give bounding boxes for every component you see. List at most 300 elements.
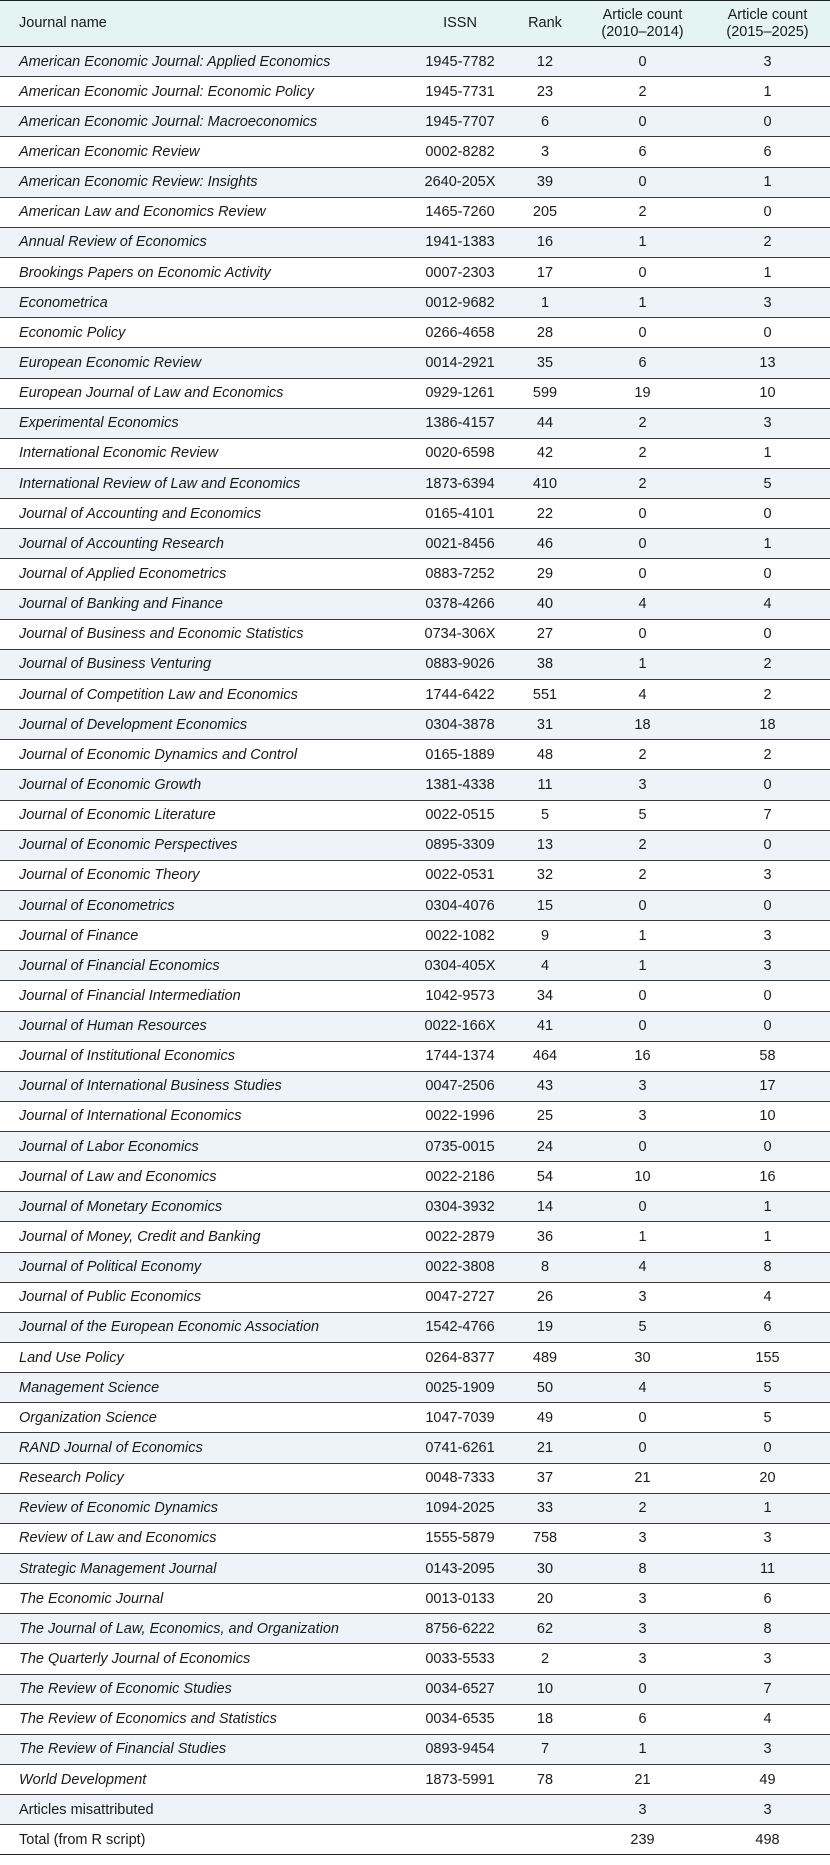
rank-cell: 2 [510, 1644, 580, 1674]
article-count-2015-2025-cell: 7 [705, 1674, 830, 1704]
article-count-2015-2025-cell: 1 [705, 1222, 830, 1252]
rank-cell: 205 [510, 197, 580, 227]
article-count-2010-2014-cell: 1 [580, 227, 705, 257]
journal-name-cell: American Economic Review [0, 137, 410, 167]
rank-cell: 31 [510, 710, 580, 740]
table-row [0, 1584, 830, 1614]
table-row [0, 1825, 830, 1855]
article-count-2015-2025-cell: 8 [705, 1252, 830, 1282]
table-row [0, 649, 830, 679]
rank-cell: 6 [510, 107, 580, 137]
journal-name-cell: Review of Economic Dynamics [0, 1493, 410, 1523]
rank-cell: 32 [510, 860, 580, 890]
article-count-2015-2025-cell: 18 [705, 710, 830, 740]
article-count-2010-2014-cell: 0 [580, 619, 705, 649]
journal-name-cell: Journal of Economic Literature [0, 800, 410, 830]
journal-name-cell: Journal of Public Economics [0, 1282, 410, 1312]
article-count-2015-2025-cell: 4 [705, 1282, 830, 1312]
article-count-2010-2014-cell: 2 [580, 438, 705, 468]
rank-cell: 21 [510, 1433, 580, 1463]
journal-name-cell: American Economic Journal: Economic Policy [0, 77, 410, 107]
article-count-2010-2014-cell: 2 [580, 468, 705, 498]
rank-cell: 39 [510, 167, 580, 197]
issn-cell: 0741-6261 [410, 1433, 510, 1463]
article-count-2015-2025-cell: 4 [705, 589, 830, 619]
article-count-2010-2014-cell: 239 [580, 1825, 705, 1855]
article-count-2015-2025-cell: 13 [705, 348, 830, 378]
article-count-2010-2014-cell: 4 [580, 1373, 705, 1403]
article-count-2015-2025-cell: 3 [705, 860, 830, 890]
journal-name-cell: Journal of Business Venturing [0, 649, 410, 679]
table-row [0, 1282, 830, 1312]
table-row [0, 740, 830, 770]
article-count-2015-2025-cell: 1 [705, 1192, 830, 1222]
journal-name-cell: Research Policy [0, 1463, 410, 1493]
article-count-2010-2014-cell: 30 [580, 1343, 705, 1373]
issn-cell: 1945-7782 [410, 47, 510, 77]
issn-cell: 0022-3808 [410, 1252, 510, 1282]
rank-cell: 10 [510, 1674, 580, 1704]
issn-cell [410, 1795, 510, 1825]
article-count-2010-2014-cell: 4 [580, 589, 705, 619]
article-count-2010-2014-cell: 0 [580, 47, 705, 77]
issn-cell: 0048-7333 [410, 1463, 510, 1493]
journal-name-cell: The Quarterly Journal of Economics [0, 1644, 410, 1674]
issn-cell: 0002-8282 [410, 137, 510, 167]
article-count-2010-2014-cell: 0 [580, 499, 705, 529]
article-count-2010-2014-cell: 21 [580, 1765, 705, 1795]
table-row [0, 921, 830, 951]
table-row [0, 710, 830, 740]
journal-name-cell: European Journal of Law and Economics [0, 378, 410, 408]
article-count-2010-2014-cell: 21 [580, 1463, 705, 1493]
issn-cell: 0734-306X [410, 619, 510, 649]
journal-name-cell: Journal of Labor Economics [0, 1132, 410, 1162]
article-count-2010-2014-cell: 2 [580, 197, 705, 227]
article-count-2015-2025-cell: 0 [705, 619, 830, 649]
journal-name-cell: Journal of Economic Growth [0, 770, 410, 800]
journal-name-cell: Journal of Economic Dynamics and Control [0, 740, 410, 770]
rank-cell: 37 [510, 1463, 580, 1493]
article-count-2015-2025-cell: 2 [705, 649, 830, 679]
table-row [0, 1222, 830, 1252]
article-count-2015-2025-cell: 58 [705, 1041, 830, 1071]
issn-cell: 0022-1996 [410, 1101, 510, 1131]
rank-cell: 4 [510, 951, 580, 981]
issn-cell: 1094-2025 [410, 1493, 510, 1523]
article-count-2015-2025-cell: 0 [705, 499, 830, 529]
journal-name-cell: Economic Policy [0, 318, 410, 348]
issn-cell: 0047-2506 [410, 1071, 510, 1101]
article-count-2010-2014-cell: 0 [580, 1433, 705, 1463]
journal-name-cell: Econometrica [0, 288, 410, 318]
table-row [0, 107, 830, 137]
issn-cell: 0020-6598 [410, 438, 510, 468]
article-count-2015-2025-cell: 17 [705, 1071, 830, 1101]
table-row [0, 679, 830, 709]
table-row [0, 227, 830, 257]
col-header-count-2015-2025: Article count (2015–2025) [705, 1, 830, 47]
issn-cell: 0165-4101 [410, 499, 510, 529]
issn-cell: 2640-205X [410, 167, 510, 197]
rank-cell: 15 [510, 890, 580, 920]
rank-cell: 1 [510, 288, 580, 318]
issn-cell: 0022-1082 [410, 921, 510, 951]
rank-cell: 551 [510, 679, 580, 709]
table-row [0, 438, 830, 468]
rank-cell: 25 [510, 1101, 580, 1131]
table-row [0, 1765, 830, 1795]
table-row [0, 1162, 830, 1192]
rank-cell: 38 [510, 649, 580, 679]
article-count-2015-2025-cell: 2 [705, 227, 830, 257]
issn-cell: 1744-1374 [410, 1041, 510, 1071]
rank-cell: 12 [510, 47, 580, 77]
issn-cell: 0304-3932 [410, 1192, 510, 1222]
col-header-rank: Rank [510, 1, 580, 47]
article-count-2015-2025-cell: 0 [705, 1011, 830, 1041]
table-row [0, 499, 830, 529]
article-count-2010-2014-cell: 2 [580, 830, 705, 860]
table-row [0, 408, 830, 438]
article-count-2010-2014-cell: 0 [580, 167, 705, 197]
journal-name-cell: European Economic Review [0, 348, 410, 378]
table-row [0, 1252, 830, 1282]
journal-name-cell: Journal of Human Resources [0, 1011, 410, 1041]
article-count-2010-2014-cell: 1 [580, 649, 705, 679]
table-header [0, 1, 830, 47]
table-row [0, 1734, 830, 1764]
rank-cell: 41 [510, 1011, 580, 1041]
table-row [0, 951, 830, 981]
issn-cell: 0022-2879 [410, 1222, 510, 1252]
issn-cell: 0735-0015 [410, 1132, 510, 1162]
journal-name-cell: Journal of Business and Economic Statistics [0, 619, 410, 649]
article-count-2015-2025-cell: 498 [705, 1825, 830, 1855]
table-row [0, 1554, 830, 1584]
journal-name-cell: Journal of Financial Economics [0, 951, 410, 981]
table-row [0, 830, 830, 860]
issn-cell: 0007-2303 [410, 257, 510, 287]
article-count-2010-2014-cell: 6 [580, 348, 705, 378]
article-count-2015-2025-cell: 3 [705, 1523, 830, 1553]
article-count-2015-2025-cell: 0 [705, 107, 830, 137]
rank-cell: 464 [510, 1041, 580, 1071]
table-row [0, 1674, 830, 1704]
issn-cell: 0883-9026 [410, 649, 510, 679]
rank-cell: 410 [510, 468, 580, 498]
article-count-2010-2014-cell: 3 [580, 1523, 705, 1553]
article-count-2015-2025-cell: 1 [705, 1493, 830, 1523]
journal-name-cell: American Economic Review: Insights [0, 167, 410, 197]
rank-cell: 16 [510, 227, 580, 257]
rank-cell: 34 [510, 981, 580, 1011]
article-count-2010-2014-cell: 1 [580, 1222, 705, 1252]
rank-cell: 28 [510, 318, 580, 348]
article-count-2015-2025-cell: 1 [705, 438, 830, 468]
issn-cell: 1873-6394 [410, 468, 510, 498]
table-row [0, 1041, 830, 1071]
issn-cell: 0013-0133 [410, 1584, 510, 1614]
journal-name-cell: The Economic Journal [0, 1584, 410, 1614]
rank-cell: 62 [510, 1614, 580, 1644]
article-count-2015-2025-cell: 1 [705, 529, 830, 559]
journal-name-cell: International Economic Review [0, 438, 410, 468]
article-count-2010-2014-cell: 3 [580, 770, 705, 800]
table-row [0, 1704, 830, 1734]
table-row [0, 770, 830, 800]
rank-cell: 42 [510, 438, 580, 468]
article-count-2010-2014-cell: 3 [580, 1101, 705, 1131]
journal-name-cell: Journal of the European Economic Association [0, 1312, 410, 1342]
table-row [0, 1312, 830, 1342]
rank-cell: 758 [510, 1523, 580, 1553]
rank-cell: 19 [510, 1312, 580, 1342]
article-count-2015-2025-cell: 0 [705, 559, 830, 589]
issn-cell: 0165-1889 [410, 740, 510, 770]
table-row [0, 890, 830, 920]
issn-cell: 0143-2095 [410, 1554, 510, 1584]
journal-name-cell: The Review of Economics and Statistics [0, 1704, 410, 1734]
issn-cell: 0264-8377 [410, 1343, 510, 1373]
rank-cell: 49 [510, 1403, 580, 1433]
journal-name-cell: International Review of Law and Economics [0, 468, 410, 498]
article-count-2010-2014-cell: 1 [580, 921, 705, 951]
col-header-count-2010-2014: Article count (2010–2014) [580, 1, 705, 47]
article-count-2010-2014-cell: 5 [580, 1312, 705, 1342]
journal-name-cell: RAND Journal of Economics [0, 1433, 410, 1463]
rank-cell: 23 [510, 77, 580, 107]
article-count-2010-2014-cell: 3 [580, 1614, 705, 1644]
rank-cell: 50 [510, 1373, 580, 1403]
journal-name-cell: Total (from R script) [0, 1825, 410, 1855]
article-count-2010-2014-cell: 6 [580, 1704, 705, 1734]
rank-cell: 8 [510, 1252, 580, 1282]
article-count-2010-2014-cell: 2 [580, 860, 705, 890]
table-row [0, 318, 830, 348]
article-count-2010-2014-cell: 0 [580, 1403, 705, 1433]
article-count-2015-2025-cell: 6 [705, 1312, 830, 1342]
rank-cell: 489 [510, 1343, 580, 1373]
rank-cell: 18 [510, 1704, 580, 1734]
table-row [0, 1433, 830, 1463]
article-count-2015-2025-cell: 1 [705, 77, 830, 107]
issn-cell: 1945-7707 [410, 107, 510, 137]
article-count-2015-2025-cell: 1 [705, 257, 830, 287]
table-row [0, 1132, 830, 1162]
article-count-2015-2025-cell: 3 [705, 1734, 830, 1764]
table-row [0, 1011, 830, 1041]
table-row [0, 1373, 830, 1403]
col-header-journal: Journal name [0, 1, 410, 47]
article-count-2015-2025-cell: 0 [705, 830, 830, 860]
issn-cell: 0893-9454 [410, 1734, 510, 1764]
issn-cell: 0022-0531 [410, 860, 510, 890]
table-row [0, 288, 830, 318]
table-row [0, 1071, 830, 1101]
issn-cell: 0304-3878 [410, 710, 510, 740]
article-count-2015-2025-cell: 16 [705, 1162, 830, 1192]
table-row [0, 1795, 830, 1825]
article-count-2010-2014-cell: 18 [580, 710, 705, 740]
article-count-2015-2025-cell: 2 [705, 740, 830, 770]
article-count-2010-2014-cell: 10 [580, 1162, 705, 1192]
table-row [0, 589, 830, 619]
article-count-2010-2014-cell: 2 [580, 408, 705, 438]
journal-name-cell: Land Use Policy [0, 1343, 410, 1373]
journal-name-cell: The Journal of Law, Economics, and Organization [0, 1614, 410, 1644]
table-row [0, 1463, 830, 1493]
article-count-2015-2025-cell: 3 [705, 47, 830, 77]
article-count-2010-2014-cell: 3 [580, 1071, 705, 1101]
article-count-2015-2025-cell: 3 [705, 951, 830, 981]
article-count-2010-2014-cell: 0 [580, 318, 705, 348]
issn-cell: 1381-4338 [410, 770, 510, 800]
rank-cell: 599 [510, 378, 580, 408]
article-count-2015-2025-cell: 0 [705, 1132, 830, 1162]
article-count-2010-2014-cell: 0 [580, 257, 705, 287]
article-count-2015-2025-cell: 155 [705, 1343, 830, 1373]
issn-cell: 1465-7260 [410, 197, 510, 227]
issn-cell: 1555-5879 [410, 1523, 510, 1553]
issn-cell: 0895-3309 [410, 830, 510, 860]
journal-name-cell: Journal of Accounting Research [0, 529, 410, 559]
table-row [0, 529, 830, 559]
journal-name-cell: Journal of Applied Econometrics [0, 559, 410, 589]
issn-cell: 1744-6422 [410, 679, 510, 709]
article-count-2015-2025-cell: 0 [705, 770, 830, 800]
journal-name-cell: Journal of Economic Perspectives [0, 830, 410, 860]
rank-cell: 14 [510, 1192, 580, 1222]
article-count-2015-2025-cell: 6 [705, 1584, 830, 1614]
rank-cell: 22 [510, 499, 580, 529]
article-count-2010-2014-cell: 5 [580, 800, 705, 830]
rank-cell: 17 [510, 257, 580, 287]
journal-name-cell: Review of Law and Economics [0, 1523, 410, 1553]
journal-name-cell: Journal of Competition Law and Economics [0, 679, 410, 709]
issn-cell: 8756-6222 [410, 1614, 510, 1644]
article-count-2010-2014-cell: 1 [580, 951, 705, 981]
journal-name-cell: The Review of Economic Studies [0, 1674, 410, 1704]
rank-cell: 48 [510, 740, 580, 770]
article-count-2015-2025-cell: 0 [705, 318, 830, 348]
article-count-2015-2025-cell: 1 [705, 167, 830, 197]
table-row [0, 559, 830, 589]
issn-cell: 0929-1261 [410, 378, 510, 408]
rank-cell: 30 [510, 1554, 580, 1584]
journal-name-cell: Journal of Institutional Economics [0, 1041, 410, 1071]
article-count-2015-2025-cell: 3 [705, 288, 830, 318]
journal-name-cell: American Economic Journal: Applied Economics [0, 47, 410, 77]
article-count-2015-2025-cell: 0 [705, 197, 830, 227]
article-count-2015-2025-cell: 3 [705, 408, 830, 438]
issn-cell: 1873-5991 [410, 1765, 510, 1795]
issn-cell: 1941-1383 [410, 227, 510, 257]
col-header-issn: ISSN [410, 1, 510, 47]
issn-cell: 0034-6535 [410, 1704, 510, 1734]
article-count-2010-2014-cell: 3 [580, 1584, 705, 1614]
rank-cell: 36 [510, 1222, 580, 1252]
article-count-2010-2014-cell: 0 [580, 1132, 705, 1162]
rank-cell: 44 [510, 408, 580, 438]
article-count-2015-2025-cell: 20 [705, 1463, 830, 1493]
issn-cell: 1047-7039 [410, 1403, 510, 1433]
journal-name-cell: Journal of Political Economy [0, 1252, 410, 1282]
issn-cell: 0378-4266 [410, 589, 510, 619]
table-row [0, 77, 830, 107]
journal-name-cell: Journal of Finance [0, 921, 410, 951]
article-count-2010-2014-cell: 2 [580, 77, 705, 107]
issn-cell: 0266-4658 [410, 318, 510, 348]
table-row [0, 1101, 830, 1131]
journal-name-cell: American Economic Journal: Macroeconomics [0, 107, 410, 137]
journal-name-cell: World Development [0, 1765, 410, 1795]
table-row [0, 1523, 830, 1553]
rank-cell: 11 [510, 770, 580, 800]
article-count-2010-2014-cell: 16 [580, 1041, 705, 1071]
journal-name-cell: Experimental Economics [0, 408, 410, 438]
article-count-2010-2014-cell: 6 [580, 137, 705, 167]
rank-cell: 7 [510, 1734, 580, 1764]
article-count-2010-2014-cell: 8 [580, 1554, 705, 1584]
issn-cell: 0025-1909 [410, 1373, 510, 1403]
article-count-2015-2025-cell: 8 [705, 1614, 830, 1644]
rank-cell: 13 [510, 830, 580, 860]
table-row [0, 981, 830, 1011]
journal-name-cell: Journal of Econometrics [0, 890, 410, 920]
table-row [0, 1614, 830, 1644]
issn-cell: 0012-9682 [410, 288, 510, 318]
table-row [0, 800, 830, 830]
journal-name-cell: Journal of Banking and Finance [0, 589, 410, 619]
article-count-2010-2014-cell: 0 [580, 1011, 705, 1041]
journal-name-cell: Journal of Law and Economics [0, 1162, 410, 1192]
table-row [0, 1493, 830, 1523]
rank-cell: 3 [510, 137, 580, 167]
table-row [0, 1192, 830, 1222]
table-row [0, 257, 830, 287]
article-count-2010-2014-cell: 1 [580, 1734, 705, 1764]
rank-cell [510, 1795, 580, 1825]
article-count-2010-2014-cell: 4 [580, 679, 705, 709]
rank-cell: 20 [510, 1584, 580, 1614]
article-count-2015-2025-cell: 0 [705, 1433, 830, 1463]
article-count-2015-2025-cell: 0 [705, 890, 830, 920]
article-count-2015-2025-cell: 5 [705, 1403, 830, 1433]
journal-name-cell: Journal of Development Economics [0, 710, 410, 740]
article-count-2010-2014-cell: 19 [580, 378, 705, 408]
journal-name-cell: Journal of Accounting and Economics [0, 499, 410, 529]
table-row [0, 167, 830, 197]
rank-cell: 35 [510, 348, 580, 378]
article-count-2015-2025-cell: 4 [705, 1704, 830, 1734]
issn-cell: 0883-7252 [410, 559, 510, 589]
issn-cell: 0022-2186 [410, 1162, 510, 1192]
issn-cell: 0021-8456 [410, 529, 510, 559]
rank-cell: 9 [510, 921, 580, 951]
rank-cell: 33 [510, 1493, 580, 1523]
article-count-2015-2025-cell: 49 [705, 1765, 830, 1795]
journal-name-cell: Journal of Financial Intermediation [0, 981, 410, 1011]
article-count-2015-2025-cell: 6 [705, 137, 830, 167]
rank-cell: 26 [510, 1282, 580, 1312]
issn-cell: 1042-9573 [410, 981, 510, 1011]
issn-cell: 0014-2921 [410, 348, 510, 378]
issn-cell [410, 1825, 510, 1855]
table-row [0, 378, 830, 408]
journal-name-cell: Journal of Money, Credit and Banking [0, 1222, 410, 1252]
table-row [0, 1403, 830, 1433]
